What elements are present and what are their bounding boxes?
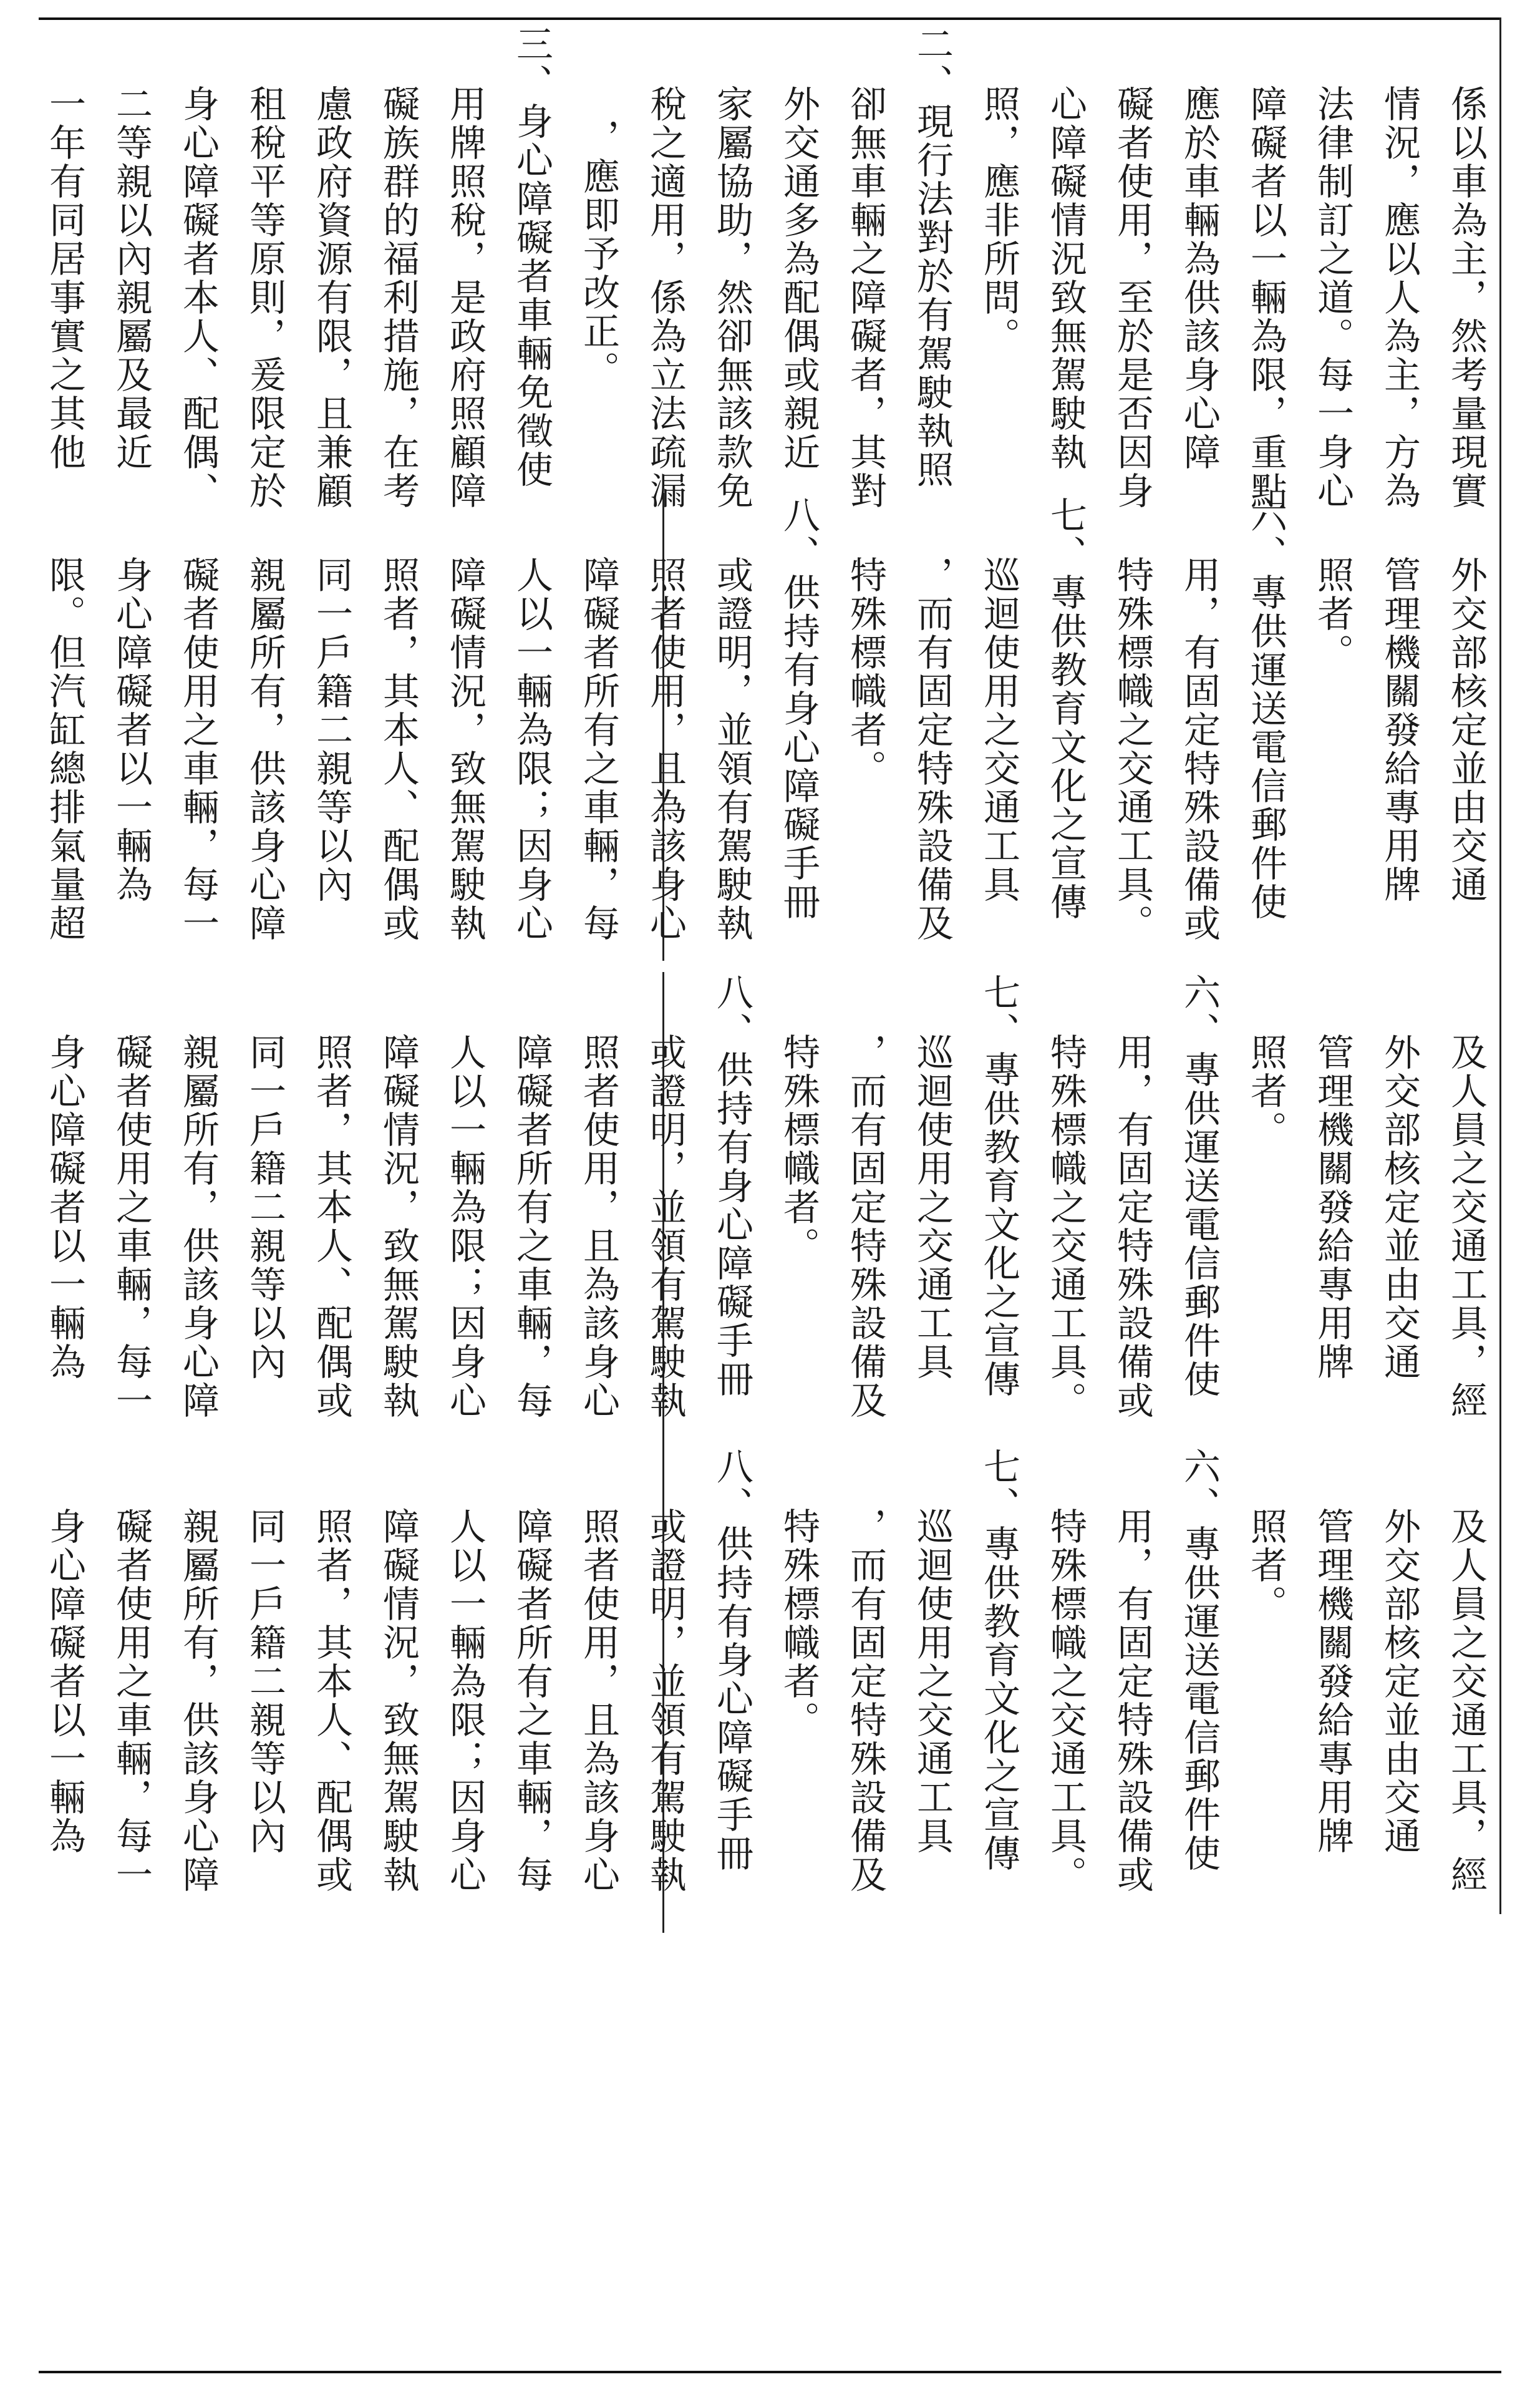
text-line: 七、專供教育文化之宣傳 bbox=[977, 973, 1020, 1399]
text-line: 管理機關發給專用牌 bbox=[1378, 556, 1421, 904]
text-line: 用，有固定特殊設備或 bbox=[1111, 1507, 1154, 1894]
text-line: 六、專供運送電信郵件使 bbox=[1244, 496, 1287, 921]
text-line: 照者使用，且為該身心 bbox=[644, 556, 687, 943]
text-line: 人以一輛為限；因身心 bbox=[443, 1507, 487, 1894]
panel-2 bbox=[39, 496, 1499, 961]
text-line: 巡迴使用之交通工具 bbox=[977, 556, 1020, 904]
text-line: 及人員之交通工具，經 bbox=[1445, 1033, 1488, 1420]
text-line: 親屬所有，供該身心障 bbox=[177, 1507, 220, 1894]
text-line: 七、專供教育文化之宣傳 bbox=[977, 1447, 1020, 1873]
text-line: 障礙情況，致無駕駛執 bbox=[443, 556, 487, 943]
text-line: 或證明，並領有駕駛執 bbox=[644, 1507, 687, 1894]
text-line: 特殊標幟者。 bbox=[844, 556, 887, 788]
text-line: 身心障礙者以一輛為 bbox=[43, 1033, 86, 1381]
text-line: 六、專供運送電信郵件使 bbox=[1178, 973, 1221, 1399]
text-line: 八、供持有身心障礙手冊 bbox=[777, 496, 820, 921]
text-line: 障礙情況，致無駕駛執 bbox=[377, 1033, 420, 1420]
text-line: 稅之適用，係為立法疏漏 bbox=[644, 85, 687, 510]
text-line: 同一戶籍二親等以內 bbox=[310, 556, 353, 904]
text-line: 巡迴使用之交通工具 bbox=[911, 1033, 954, 1381]
text-line: 或證明，並領有駕駛執 bbox=[710, 556, 753, 943]
text-line: 照者使用，且為該身心 bbox=[577, 1033, 620, 1420]
text-line: 七、專供教育文化之宣傳 bbox=[1044, 496, 1087, 921]
text-line: 外交部核定並由交通 bbox=[1378, 1507, 1421, 1855]
text-line: 人以一輛為限；因身心 bbox=[510, 556, 553, 943]
text-line: 八、供持有身心障礙手冊 bbox=[710, 1447, 753, 1873]
panel-1 bbox=[39, 25, 1499, 510]
text-line: 照，應非所問。 bbox=[977, 85, 1020, 356]
text-line: 礙者使用之車輛，每一 bbox=[110, 1507, 153, 1894]
text-line: 障礙者所有之車輛，每 bbox=[510, 1507, 553, 1894]
text-line: 二、現行法對於有駕駛執照 bbox=[911, 25, 954, 489]
text-line: 用，有固定特殊設備或 bbox=[1178, 556, 1221, 943]
text-line: 照者。 bbox=[1244, 1033, 1287, 1149]
text-line: 外交部核定並由交通 bbox=[1378, 1033, 1421, 1381]
text-line: 八、供持有身心障礙手冊 bbox=[710, 973, 753, 1399]
text-line: 照者使用，且為該身心 bbox=[577, 1507, 620, 1894]
text-line: 一年有同居事實之其他 bbox=[43, 85, 86, 472]
text-line: 心障礙情況致無駕駛執 bbox=[1044, 85, 1087, 472]
text-line: 特殊標幟之交通工具。 bbox=[1044, 1507, 1087, 1894]
text-line: 特殊標幟者。 bbox=[777, 1507, 820, 1739]
text-line: 照者，其本人、配偶或 bbox=[310, 1507, 353, 1894]
text-line: ，而有固定特殊設備及 bbox=[911, 556, 954, 943]
text-line: 礙者使用，至於是否因身 bbox=[1111, 85, 1154, 510]
text-line: 巡迴使用之交通工具 bbox=[911, 1507, 954, 1855]
text-line: 同一戶籍二親等以內 bbox=[243, 1033, 286, 1381]
text-line: 外交通多為配偶或親近 bbox=[777, 85, 820, 472]
text-line: 六、專供運送電信郵件使 bbox=[1178, 1447, 1221, 1873]
text-line: 二等親以內親屬及最近 bbox=[110, 85, 153, 472]
text-line: 管理機關發給專用牌 bbox=[1311, 1033, 1354, 1381]
text-line: 親屬所有，供該身心障 bbox=[177, 1033, 220, 1420]
text-line: 身心障礙者本人、配偶、 bbox=[177, 85, 220, 510]
text-line: 係以車為主，然考量現實 bbox=[1445, 85, 1488, 510]
text-line: 及人員之交通工具，經 bbox=[1445, 1507, 1488, 1894]
text-line: 障礙者所有之車輛，每 bbox=[510, 1033, 553, 1420]
text-line: 同一戶籍二親等以內 bbox=[243, 1507, 286, 1855]
text-line: 慮政府資源有限，且兼顧 bbox=[310, 85, 353, 510]
text-line: 用，有固定特殊設備或 bbox=[1111, 1033, 1154, 1420]
text-line: 礙族群的福利措施，在考 bbox=[377, 85, 420, 510]
text-line: ，而有固定特殊設備及 bbox=[844, 1033, 887, 1420]
text-line: 用牌照稅，是政府照顧障 bbox=[443, 85, 487, 510]
text-line: 照者。 bbox=[1244, 1507, 1287, 1623]
text-line: 照者，其本人、配偶或 bbox=[310, 1033, 353, 1420]
text-line: 特殊標幟之交通工具。 bbox=[1111, 556, 1154, 943]
text-line: 應於車輛為供該身心障 bbox=[1178, 85, 1221, 472]
text-line: 礙者使用之車輛，每一 bbox=[177, 556, 220, 943]
text-line: 照者。 bbox=[1311, 556, 1354, 672]
text-line: 親屬所有，供該身心障 bbox=[243, 556, 286, 943]
panel-4 bbox=[39, 1447, 1499, 1915]
text-line: ，而有固定特殊設備及 bbox=[844, 1507, 887, 1894]
text-line: 情況，應以人為主，方為 bbox=[1378, 85, 1421, 510]
text-line: 礙者使用之車輛，每一 bbox=[110, 1033, 153, 1420]
text-line: 三、身心障礙者車輛免徵使 bbox=[510, 25, 553, 489]
text-line: 人以一輛為限；因身心 bbox=[443, 1033, 487, 1420]
text-line: 照者，其本人、配偶或 bbox=[377, 556, 420, 943]
text-line: 障礙者以一輛為限，重點 bbox=[1244, 85, 1287, 510]
panel-4-text bbox=[31, 1447, 1499, 1915]
panel-divider-1 bbox=[1499, 17, 1501, 1914]
panel-3-text bbox=[31, 973, 1499, 1441]
text-line: 特殊標幟之交通工具。 bbox=[1044, 1033, 1087, 1420]
panel-3 bbox=[39, 973, 1499, 1441]
panel-2-text bbox=[31, 496, 1499, 961]
text-line: 管理機關發給專用牌 bbox=[1311, 1507, 1354, 1855]
text-line: 限。但汽缸總排氣量超 bbox=[43, 556, 86, 943]
text-line: 身心障礙者以一輛為 bbox=[43, 1507, 86, 1855]
text-line: 障礙情況，致無駕駛執 bbox=[377, 1507, 420, 1894]
top-rule bbox=[39, 17, 1501, 20]
text-line: 家屬協助，然卻無該款免 bbox=[710, 85, 753, 510]
text-line: ，應即予改正。 bbox=[577, 119, 620, 389]
text-line: 特殊標幟者。 bbox=[777, 1033, 820, 1265]
text-line: 或證明，並領有駕駛執 bbox=[644, 1033, 687, 1420]
panel-1-text bbox=[31, 25, 1499, 510]
text-line: 身心障礙者以一輛為 bbox=[110, 556, 153, 904]
text-line: 租稅平等原則，爰限定於 bbox=[243, 85, 286, 510]
bottom-rule bbox=[39, 2371, 1501, 2373]
text-line: 法律制訂之道。每一身心 bbox=[1311, 85, 1354, 510]
text-line: 外交部核定並由交通 bbox=[1445, 556, 1488, 904]
text-line: 障礙者所有之車輛，每 bbox=[577, 556, 620, 943]
text-line: 卻無車輛之障礙者，其對 bbox=[844, 85, 887, 510]
